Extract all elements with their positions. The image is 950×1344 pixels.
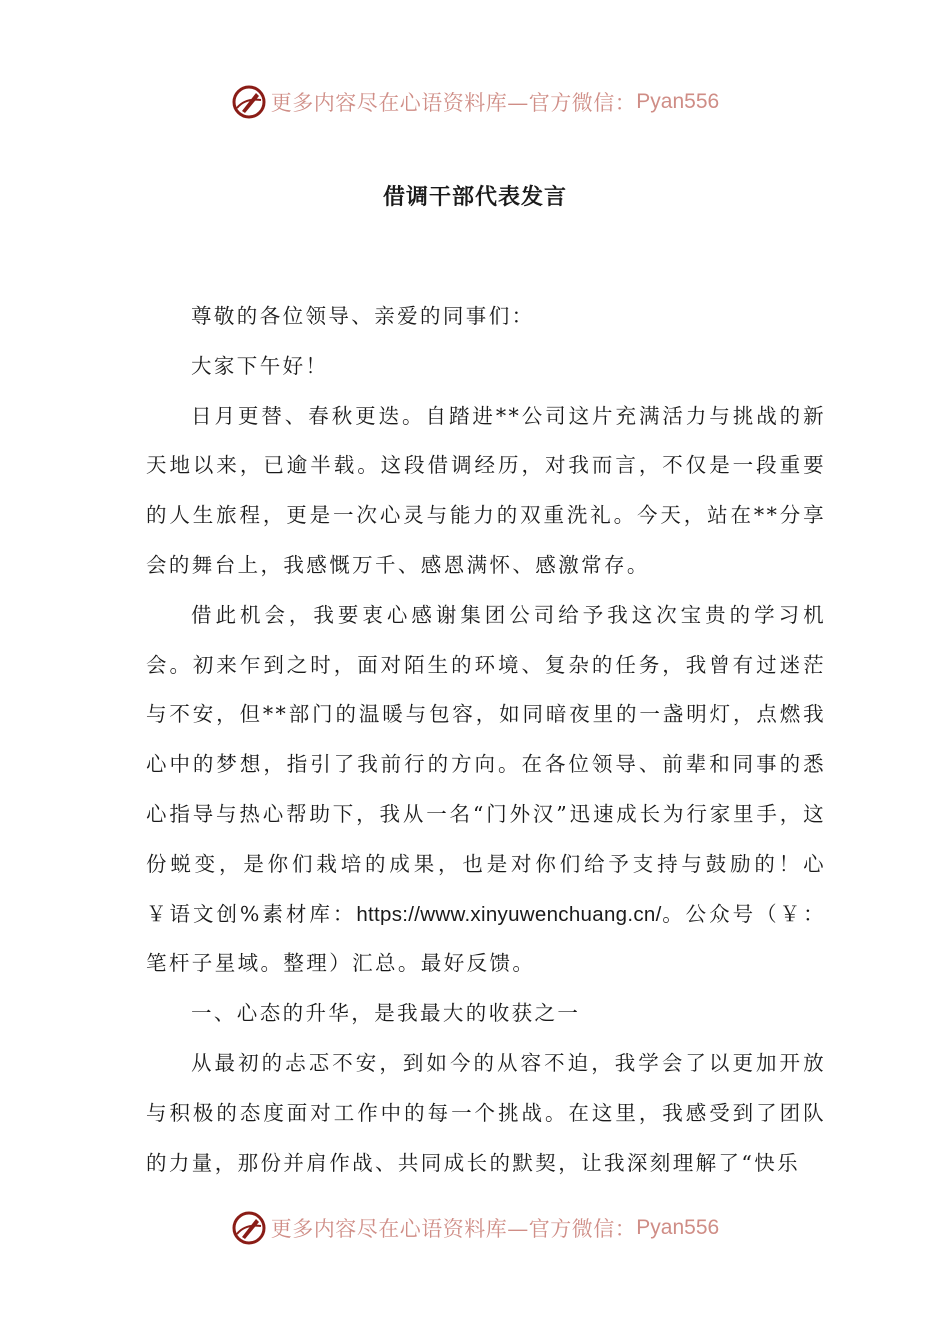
footer-banner-text: 更多内容尽在心语资料库—官方微信： bbox=[270, 1217, 637, 1241]
header-banner-text: 更多内容尽在心语资料库—官方微信： bbox=[270, 91, 637, 115]
footer-wechat-id: Pyan556 bbox=[636, 1216, 720, 1239]
footer-banner bbox=[0, 1208, 950, 1248]
paragraph-2-tail: 。公众号（￥：笔杆子星域。整理）汇总。最好反馈。 bbox=[146, 901, 826, 976]
header-banner bbox=[0, 82, 950, 122]
document-title: 借调干部代表发言 bbox=[382, 185, 567, 210]
pen-logo-icon bbox=[231, 1210, 267, 1246]
pen-logo-icon bbox=[231, 84, 267, 120]
paragraph-2 bbox=[146, 591, 826, 989]
section-1-heading: 一、心态的升华，是我最大的收获之一 bbox=[191, 1001, 581, 1026]
header-wechat-id: Pyan556 bbox=[636, 90, 720, 113]
paragraph-2-text: 借此机会，我要衷心感谢集团公司给予我这次宝贵的学习机会。初来乍到之时，面对陌生的环境、复杂的任务，我曾有过迷茫与不安，但**部门的温暖与包容，如同暗夜里的一盏明灯，点燃我心中的梦想，指引了我前行的方向。在各位领导、前辈和同事的悉心指导与热心帮助下，我从一名“门外汉”迅速成长为行家里手，这份蜕变，是你们栽培的成果，也是对你们给予支持与鼓励的！心￥语文创%素材库： bbox=[146, 602, 826, 926]
greeting: 尊敬的各位领导、亲爱的同事们： bbox=[191, 304, 535, 328]
document-body bbox=[146, 292, 826, 1188]
paragraph-3: 从最初的忐忑不安，到如今的从容不迫，我学会了以更加开放与积极的态度面对工作中的每一个挑战。在这里，我感受到了团队的力量，那份并肩作战、共同成长的默契，让我深刻理解了“快乐 bbox=[146, 1050, 826, 1175]
paragraph-1: 日月更替、春秋更迭。自踏进**公司这片充满活力与挑战的新天地以来，已逾半载。这段借调经历，对我而言，不仅是一段重要的人生旅程，更是一次心灵与能力的双重洗礼。今天，站在**分享会的舞台上，我感慨万千、感恩满怀、感激常存。 bbox=[146, 403, 826, 577]
source-url: https://www.xinyuwenchuang.cn/ bbox=[356, 902, 662, 926]
salutation: 大家下午好！ bbox=[191, 353, 329, 378]
